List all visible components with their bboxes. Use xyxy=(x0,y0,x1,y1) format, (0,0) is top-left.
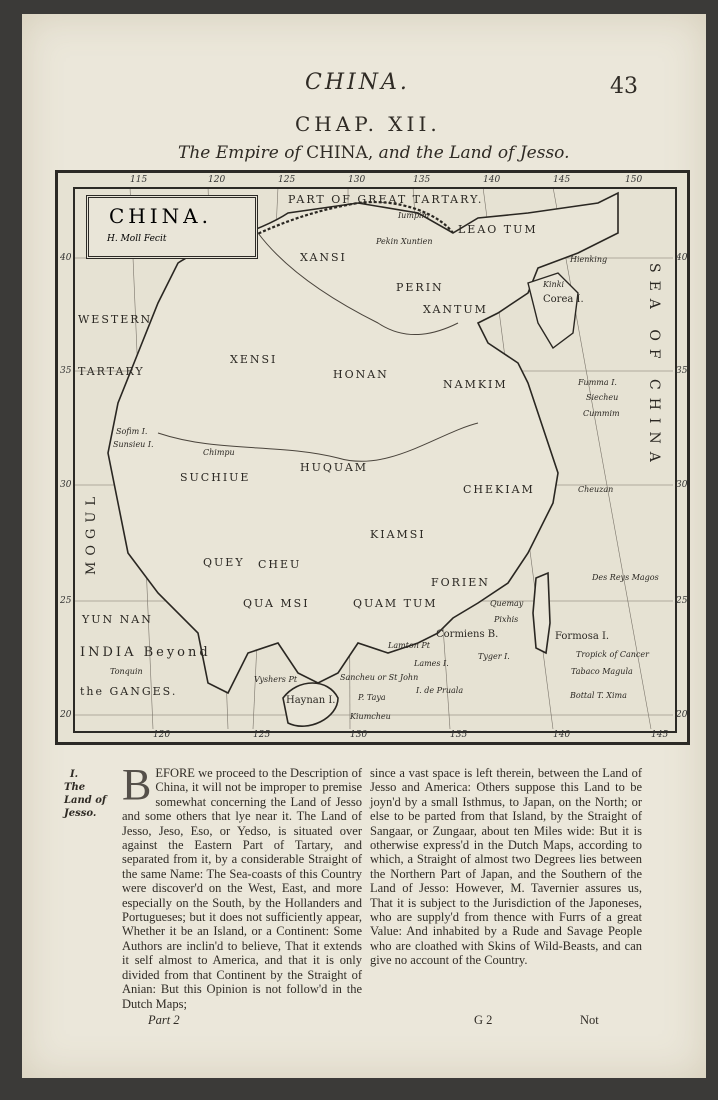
latitude-tick: 30 xyxy=(60,480,72,490)
map-place-label: Pixhis xyxy=(494,615,519,624)
map-place-label: Vyshers Pt xyxy=(254,675,298,684)
side-note-line: Jesso. xyxy=(64,808,97,819)
map-place-label: HUQUAM xyxy=(300,461,369,474)
map-place-label: the GANGES. xyxy=(80,685,178,698)
map-place-label: NAMKIM xyxy=(443,378,508,391)
map-place-label: QUAM TUM xyxy=(353,597,438,610)
body-text xyxy=(122,760,642,1028)
map-place-label: Tropick of Cancer xyxy=(576,650,649,659)
map-place-label: Hienking xyxy=(570,255,608,264)
map-place-label: TARTARY xyxy=(78,365,145,378)
left-text-column xyxy=(122,760,362,1011)
chapter-heading: CHAP. XII. xyxy=(295,112,441,136)
map-place-label: Tyger I. xyxy=(478,652,510,661)
drop-cap: B xyxy=(122,760,152,809)
map-place-label: Siecheu xyxy=(586,393,619,402)
subtitle-caps: CHINA, xyxy=(306,143,374,163)
map-place-label: Sofim I. xyxy=(116,427,148,436)
map-place-label: Lames I. xyxy=(414,659,449,668)
map-place-label: Corea I. xyxy=(543,294,584,305)
right-column-text: since a vast space is left therein, between the Land of Jesso and America: Others suppose this Land to be joyn'd by a small Isthmus, to Japan, on the North; or else to be parted from that Island, by the Straight of Sangaar, or Zungaar, about ten Miles wide: But it is otherwise express'd in the Dutch Maps, according to which, a Straight of almost two Degrees lies between the Northern Part of Japan, and the Southern of the Land of Jesso: However, M. Tavernier assures us, That it is subject to the Jurisdiction of the Japoneses, who are supply'd from thence with Furrs of a great Value: And inhabited by a Rude and Savage People who are cloathed with Skins of Wild-Beasts, and can give no account of the Country. xyxy=(370,766,642,968)
sea-of-china-label: SEA OF CHINA xyxy=(646,263,662,470)
running-title: CHINA. xyxy=(305,70,410,95)
map-place-label: PART OF GREAT TARTARY. xyxy=(288,193,484,206)
map-place-label: Des Reys Magos xyxy=(592,573,659,582)
map-place-label: QUEY xyxy=(203,556,245,569)
map-place-label: Kinki xyxy=(543,280,565,289)
map-place-label: Cummim xyxy=(583,409,620,418)
map-place-label: SUCHIUE xyxy=(180,471,251,484)
longitude-tick-top: 145 xyxy=(553,175,571,185)
map-cartouche xyxy=(86,195,258,259)
latitude-tick: 25 xyxy=(676,596,688,606)
map-place-label: CHEU xyxy=(258,558,302,571)
map-place-label: Sancheu or St John xyxy=(340,673,419,682)
subtitle-post: and the Land of Jesso. xyxy=(373,143,570,163)
map-place-label: YUN NAN xyxy=(82,613,153,626)
longitude-tick-bottom: 125 xyxy=(253,730,271,740)
longitude-tick-bottom: 135 xyxy=(450,730,468,740)
latitude-tick: 35 xyxy=(676,366,688,376)
latitude-tick: 40 xyxy=(676,253,688,263)
side-note-line: The xyxy=(64,782,86,793)
map-place-label: Cormiens B. xyxy=(436,629,499,640)
longitude-tick-bottom: 140 xyxy=(553,730,571,740)
cartouche-author: H. Moll Fecit xyxy=(107,234,167,244)
map-place-label: WESTERN xyxy=(78,313,153,326)
map-place-label: Haynan I. xyxy=(286,695,336,706)
longitude-tick-bottom: 130 xyxy=(350,730,368,740)
map-place-label: P. Taya xyxy=(358,693,386,702)
latitude-tick: 30 xyxy=(676,480,688,490)
latitude-tick: 20 xyxy=(676,710,688,720)
latitude-tick: 35 xyxy=(60,366,72,376)
latitude-tick: 40 xyxy=(60,253,72,263)
map-place-label: XANTUM xyxy=(423,303,488,316)
map-place-label: Cheuzan xyxy=(578,485,614,494)
longitude-tick-top: 140 xyxy=(483,175,501,185)
map-place-label: LEAO TUM xyxy=(458,223,538,236)
map-place-label: PERIN xyxy=(396,281,444,294)
signature-part: Part 2 xyxy=(148,1012,180,1027)
longitude-tick-top: 115 xyxy=(130,175,148,185)
chapter-subtitle xyxy=(178,143,570,163)
map-place-label: Bottal T. Xima xyxy=(570,691,627,700)
margin-note xyxy=(64,768,106,820)
map-of-china xyxy=(55,170,690,745)
map-place-label: XANSI xyxy=(300,251,347,264)
longitude-tick-top: 125 xyxy=(278,175,296,185)
map-place-label: Kiumcheu xyxy=(350,712,391,721)
longitude-tick-bottom: 120 xyxy=(153,730,171,740)
mogul-label: MOGUL xyxy=(84,491,99,575)
longitude-tick-top: 130 xyxy=(348,175,366,185)
map-place-label: Lamton Pt xyxy=(388,641,430,650)
side-note-line: Land of xyxy=(64,795,107,806)
map-place-label: CHEKIAM xyxy=(463,483,535,496)
map-place-label: KIAMSI xyxy=(370,528,426,541)
longitude-tick-top: 120 xyxy=(208,175,226,185)
longitude-tick-top: 150 xyxy=(625,175,643,185)
map-place-label: Pekin Xuntien xyxy=(376,237,433,246)
left-column-text: EFORE we proceed to the Description of China, it will not be improper to premise somewhat concerning the Land of Jesso and some others that lye near it. The Land of Jesso, Jeso, Eso, or Yedso, is situated over against the Eastern Part of Tartary, and separated from it, by a considerable Straight of the same Name: The Sea-coasts of this Country were discover'd on the West, East, and more especially on the South, by the Hollanders and Portugueses; but it does not sufficiently appear, Whether it be an Island, or a Continent: Some Authors are inclin'd to believe, That it extends it self almost to America, and that it is only divided from that Continent by the Straight of Anian: But this Opinion is not follow'd in the Dutch Maps; xyxy=(122,766,362,1011)
longitude-tick-bottom: 145 xyxy=(651,730,669,740)
signature-mark: G 2 xyxy=(474,1012,493,1027)
subtitle-pre: The Empire of xyxy=(178,143,307,163)
map-place-label: HONAN xyxy=(333,368,389,381)
map-place-label: FORIEN xyxy=(431,576,490,589)
map-place-label: QUA MSI xyxy=(243,597,310,610)
latitude-tick: 25 xyxy=(60,596,72,606)
catchword: Not xyxy=(580,1012,599,1027)
map-place-label: Tonquin xyxy=(110,667,143,676)
section-number: I. xyxy=(70,769,79,780)
map-place-label: Formosa I. xyxy=(555,631,610,642)
cartouche-title: CHINA. xyxy=(109,204,212,228)
map-place-label: Tabaco Magula xyxy=(571,667,633,676)
map-place-label: Iumpim xyxy=(398,211,430,220)
page-number: 43 xyxy=(610,74,638,99)
map-place-label: INDIA Beyond xyxy=(80,645,211,660)
map-place-label: Sunsieu I. xyxy=(113,440,154,449)
map-place-label: Quemay xyxy=(490,599,524,608)
page-footer xyxy=(122,1013,642,1028)
latitude-tick: 20 xyxy=(60,710,72,720)
map-place-label: I. de Pruala xyxy=(416,686,464,695)
map-place-label: Fumma I. xyxy=(578,378,617,387)
right-text-column xyxy=(370,766,642,968)
map-place-label: Chimpu xyxy=(203,448,235,457)
map-place-label: XENSI xyxy=(230,353,278,366)
longitude-tick-top: 135 xyxy=(413,175,431,185)
